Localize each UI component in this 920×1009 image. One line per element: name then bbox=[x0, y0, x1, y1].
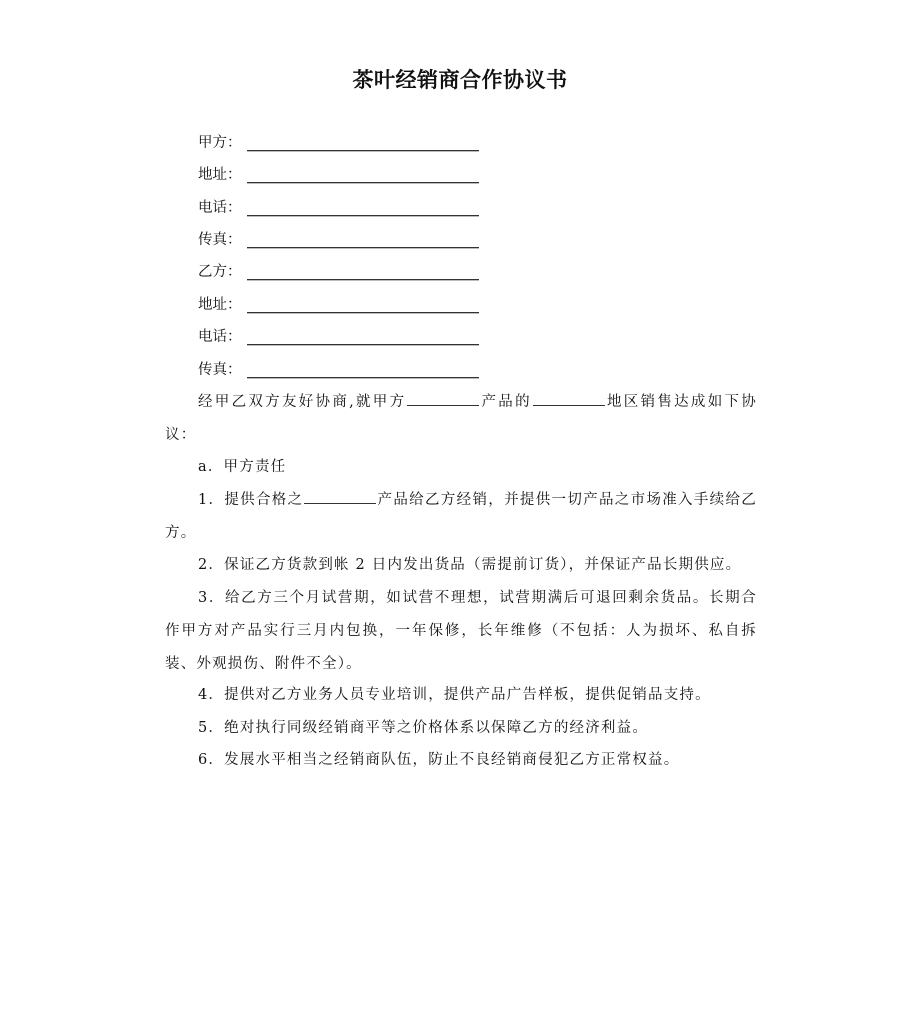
field-label: 传真： bbox=[198, 362, 242, 378]
clause-2: 2．保证乙方货款到帐 2 日内发出货品（需提前订货），并保证产品长期供应。 bbox=[198, 557, 742, 573]
intro-text-2: 产品的 bbox=[480, 394, 532, 410]
intro-paragraph bbox=[165, 386, 757, 452]
field-label: 地址： bbox=[198, 297, 242, 313]
product-blank bbox=[304, 487, 376, 504]
product-blank bbox=[407, 389, 479, 406]
clause-4: 4．提供对乙方业务人员专业培训，提供产品广告样板，提供促销品支持。 bbox=[198, 687, 711, 703]
fill-in-line bbox=[247, 247, 479, 249]
clause-6: 6．发展水平相当之经销商队伍，防止不良经销商侵犯乙方正常权益。 bbox=[198, 752, 680, 768]
party-b-name-field bbox=[198, 262, 242, 282]
field-label: 传真： bbox=[198, 232, 242, 248]
clause-5: 5．绝对执行同级经销商平等之价格体系以保障乙方的经济利益。 bbox=[198, 720, 649, 736]
clause-1 bbox=[165, 484, 757, 550]
field-label: 电话： bbox=[198, 329, 242, 345]
fill-in-line bbox=[247, 377, 479, 379]
field-label: 地址： bbox=[198, 167, 242, 183]
section-a-heading: a．甲方责任 bbox=[198, 459, 287, 475]
fill-in-line bbox=[247, 344, 479, 346]
intro-text-1: 经甲乙双方友好协商,就甲方 bbox=[198, 394, 407, 410]
intro-text-3: 地区销售达成如下协议： bbox=[165, 394, 757, 443]
region-blank bbox=[533, 389, 605, 406]
fill-in-line bbox=[247, 215, 479, 217]
fill-in-line bbox=[247, 182, 479, 184]
party-b-address-field bbox=[198, 295, 242, 315]
field-label: 乙方： bbox=[198, 264, 242, 280]
document-title: 茶叶经销商合作协议书 bbox=[352, 68, 568, 92]
field-label: 电话： bbox=[198, 200, 242, 216]
fill-in-line bbox=[247, 279, 479, 281]
clause-1-text-2: 产品给乙方经销，并提供一切产品之市场准入手续给乙方。 bbox=[165, 492, 757, 541]
clause-3: 3．给乙方三个月试营期，如试营不理想，试营期满后可退回剩余货品。长期合作甲方对产品实行三月内包换，一年保修，长年维修（不包括：人为损坏、私自拆装、外观损伤、附件不全）。 bbox=[165, 590, 757, 672]
party-a-name-field bbox=[198, 133, 242, 153]
clause-1-text-1: 1．提供合格之 bbox=[198, 492, 304, 508]
party-a-fax-field bbox=[198, 230, 242, 250]
party-b-fax-field bbox=[198, 360, 242, 380]
party-a-phone-field bbox=[198, 198, 242, 218]
fill-in-line bbox=[247, 150, 479, 152]
party-a-address-field bbox=[198, 165, 242, 185]
fill-in-line bbox=[247, 312, 479, 314]
field-label: 甲方： bbox=[198, 135, 242, 151]
party-b-phone-field bbox=[198, 327, 242, 347]
